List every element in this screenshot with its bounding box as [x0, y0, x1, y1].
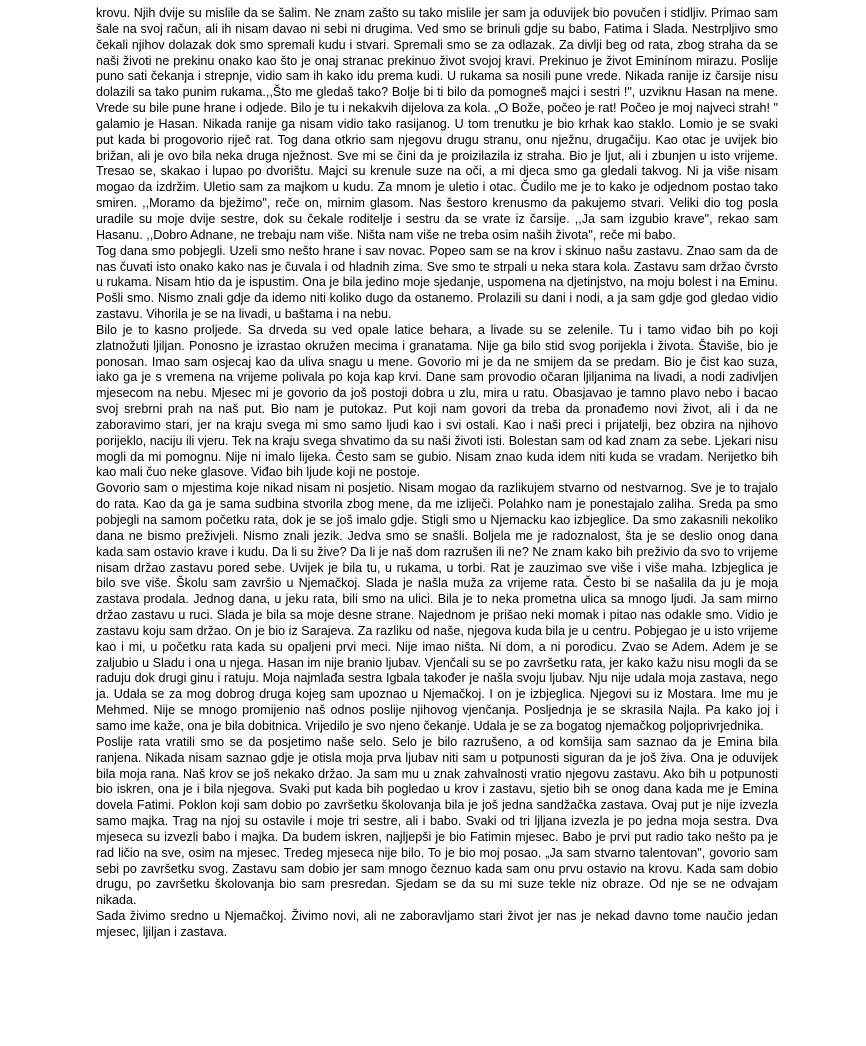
- paragraph-5: Poslije rata vratili smo se da posjetimo naše selo. Selo je bilo razrušeno, a od komšija sam saznao da je Emina bila ranjena. Nikada nisam saznao gdje je otisla moja prva ljubav niti sam u potpunosti siguran da je još živa. Ona je oduvijek bila moja rana. Naš krov se još nekako držao. Ja sam mu u znak zahvalnosti vratio njegovu zastavu. Ako bih u potpunosti bio iskren, ona je i bila njegova. Svaki put kada bih pogledao u krov i zastavu, sjetio bih se onog dana kada me je Emina dovela Fatimi. Poklon koji sam dobio po završetku školovanja bila je još jedna sandžačka zastava. Ovaj put je nije izvezla samo majka. Trag na njoj su ostavile i moje tri sestre, ali i babo. Svaki od tri ljljana izvezla je po jedna moja sestra. Dva mjeseca su izvezli babo i majka. Da budem iskren, najljepši je bio Fatimin mjesec. Babo je prvi put radio tako nešto pa je rad ličio na sve, osim na mjesec. Tredeg mjeseca nije bilo. To je bio moj posao. „Ja sam stvarno talentovan", govorio sam sebi po završetku svog. Zastavu sam dobio jer sam mnogo čeznuo kada sam onu prvu ostavio na krovu. Kada sam dobio drugu, po završetku školovanja bio sam presredan. Sjedam se da su mi suze tekle niz obraze. Od nje se ne odvajam nikada.: [96, 734, 778, 908]
- paragraph-4: Govorio sam o mjestima koje nikad nisam ni posjetio. Nisam mogao da razlikujem stvarno od nestvarnog. Sve je to trajalo do rata. Kao da ga je sama sudbina stvorila zbog mene, da me izliječi. Polahko nam je ponestajalo zaliha. Sreda pa smo pobjegli na samom početku rata, dok je se još imalo gdje. Stigli smo u Njemacku kao izbjeglice. Da smo zakasnili nekoliko dana ne bismo preživjeli. Nismo znali jezik. Jedva smo se snašli. Boljela me je radoznalost, šta je se deslio onog dana kada sam ostavio krave i kudu. Da li su žive? Da li je naš dom razrušen ili ne? Ne znam kako bih preživio da svo to vrijeme nisam držao zastavu pored sebe. Uvijek je bila tu, u rukama, u torbi. Rat je zauzimao sve više i više maha. Izbjeglica je bilo sve više. Školu sam završio u Njemačkoj. Slada je našla muža za vrijeme rata. Često bi se našalila da ju je moja zastava prodala. Jednog dana, u jeku rata, bili smo na ulici. Bila je to neka prometna ulica sa mnogo ljudi. Ja sam mirno držao zastavu u ruci. Slada je bila sa moje desne strane. Najednom je prišao neki momak i pitao nas odakle smo. Vidio je zastavu koju sam držao. On je bio iz Sarajeva. Za razliku od naše, njegova kuda bila je u centru. Pobjegao je u isto vrijeme kao i mi, u početku rata kada su opaljeni prvi meci. Nije imao ništa. Ni dom, a ni porodicu. Zvao se Adem. Adem je se zaljubio u Sladu i ona u njega. Hasan im nije branio ljubav. Vjenčali su se po završetku rata, jer kako kažu nisu mogli da se raduju dok drugi ginu i ratuju. Moja najmlađa sestra Igbala također je našla svoju ljubav. Nju nije udala moja zastava, nego ja. Udala se za mog dobrog druga kojeg sam upoznao u Njemačkoj. I on je izbjeglica. Njegovi su iz Mostara. Ime mu je Mehmed. Nije se mnogo promijenio naš odnos poslije njihovog vjenčanja. Posljednja je se skrasila Najla. Pa kako joj i samo ime kaže, ona je bila dobitnica. Vrijedilo je svo njeno čekanje. Udala je se za bogatog njemačkog poljoprivrjednika.: [96, 481, 778, 733]
- document-page: [96, 6, 778, 941]
- paragraph-3: Bilo je to kasno proljede. Sa drveda su ved opale latice behara, a livade su se zelenile. Tu i tamo viđao bih po koji zlatnožuti ljiljan. Ponosno je izrastao okružen mecima i granatama. Nije ga bilo stid svog porijekla i života. Štaviše, bio je ponosan. Imao sam osjecaj kao da uliva snagu u mene. Govorio mi je da ne smijem da se predam. Bio je čist kao suza, iako ga je s vremena na vrijeme polivala po koja kap krvi. Dane sam provodio očaran ljiljanima na livadi, a nodi zadivljen mjesecom na nebu. Mjesec mi je govorio da još postoji dobra u zlu, mira u ratu. Obasjavao je tamno plavo nebo i bacao svoj srebrni prah na naš put. Bio nam je putokaz. Put koji nam govori da treba da pronađemo novi život, ali i da ne zaboravimo stari, jer na kraju svega mi smo samo ljudi kao i svi ostali. Kao i naši preci i prijatelji, bez obzira na njihovo porijeklo, naciju ili vjeru. Tek na kraju svega shvatimo da su naši životi isti. Bolestan sam od kad znam za sebe. Ljekari nisu mogli da mi pomognu. Nije ni imalo lijeka. Često sam se gubio. Nisam znao kuda idem niti kuda se vradam. Nerijetko bih kao mali čuo neke glasove. Viđao bih ljude koji ne postoje.: [96, 322, 778, 480]
- paragraph-2: Tog dana smo pobjegli. Uzeli smo nešto hrane i sav novac. Popeo sam se na krov i skinuo našu zastavu. Znao sam da de nas čuvati isto onako kako nas je čuvala i od hladnih zima. Sve smo te strpali u neka stara kola. Zastavu sam držao čvrsto u rukama. Nisam htio da je ispustim. Ona je bila jedino moje sjedanje, uspomena na djetinjstvo, na moju bolest i na Eminu. Pošli smo. Nismo znali gdje da idemo niti koliko dugo da ostanemo. Prolazili su dani i nodi, a ja sam gdje god gledao vidio zastavu. Vihorila je se na livadi, u baštama i na nebu.: [96, 243, 778, 322]
- paragraph-6: Sada živimo sredno u Njemačkoj. Živimo novi, ali ne zaboravljamo stari život jer nas je nekad davno tome naučio jedan mjesec, ljiljan i zastava.: [96, 909, 778, 939]
- paragraph-1: krovu. Njih dvije su mislile da se šalim. Ne znam zašto su tako mislile jer sam ja oduvijek bio povučen i stidljiv. Primao sam šale na svoj račun, ali ih nisam davao ni sebi ni drugima. Ved smo se brinuli gdje su babo, Fatima i Slada. Nestrpljivo smo čekali njihov dolazak dok smo spremali kudu i stvari. Spremali smo se za odlazak. Za divlji beg od rata, zbog straha da se naši životi ne prekinu onako kao što je onaj stranac prekinuo život svojoj kravi. Prekinuo je život Eminínom mirazu. Poslije puno sati čekanja i strepnje, vidio sam ih kako idu prema kudi. U rukama sa nosili pune vrede. Nikada ranije iz čarsije nisu dolazili sa tako punim rukama.,,Što me gledaš tako? Bolje bi ti bilo da pomogneš majci i sestri !", uzviknu Hasan na mene. Vrede su bile pune hrane i odjede. Bilo je tu i nekakvih dijelova za kola. „O Bože, počeo je rat! Počeo je moj najveci strah! " galamio je Hasan. Nikada ranije ga nisam vidio tako rasijanog. U tom trenutku je bio krhak kao staklo. Lomio je se svaki put kada bi progovorio riječ rat. Tog dana otkrio sam njegovu drugu stranu, onu nježnu, drugačiju. Kao otac je uvijek bio brižan, ali je ovo bila neka druga nježnost. Sve mi se čini da je proizilazila iz straha. Bio je ljut, ali i zbunjen u isto vrijeme. Tresao se, skakao i lupao po dvorištu. Majci su krenule suze na oči, a mi djeca smo ga gledali takvog. Ni ja više nisam mogao da izdržim. Uletio sam za majkom u kudu. Za mnom je uletio i otac. Čudilo me je to kako je odjednom postao tako smiren. ,,Moramo da bježimo", reče on, mirnim glasom. Nas šestoro krenusmo da pakujemo stvari. Veliki dio tog posla uradile su moje dvije sestre, dok su čekale roditelje i sestru da se vrate iz čarsije. ,,Ja sam izgubio krave", rekao sam Hasanu. ,,Dobro Adnane, ne trebaju nam više. Ništa nam više ne treba osim naših života", reče mi babo.: [96, 6, 778, 242]
